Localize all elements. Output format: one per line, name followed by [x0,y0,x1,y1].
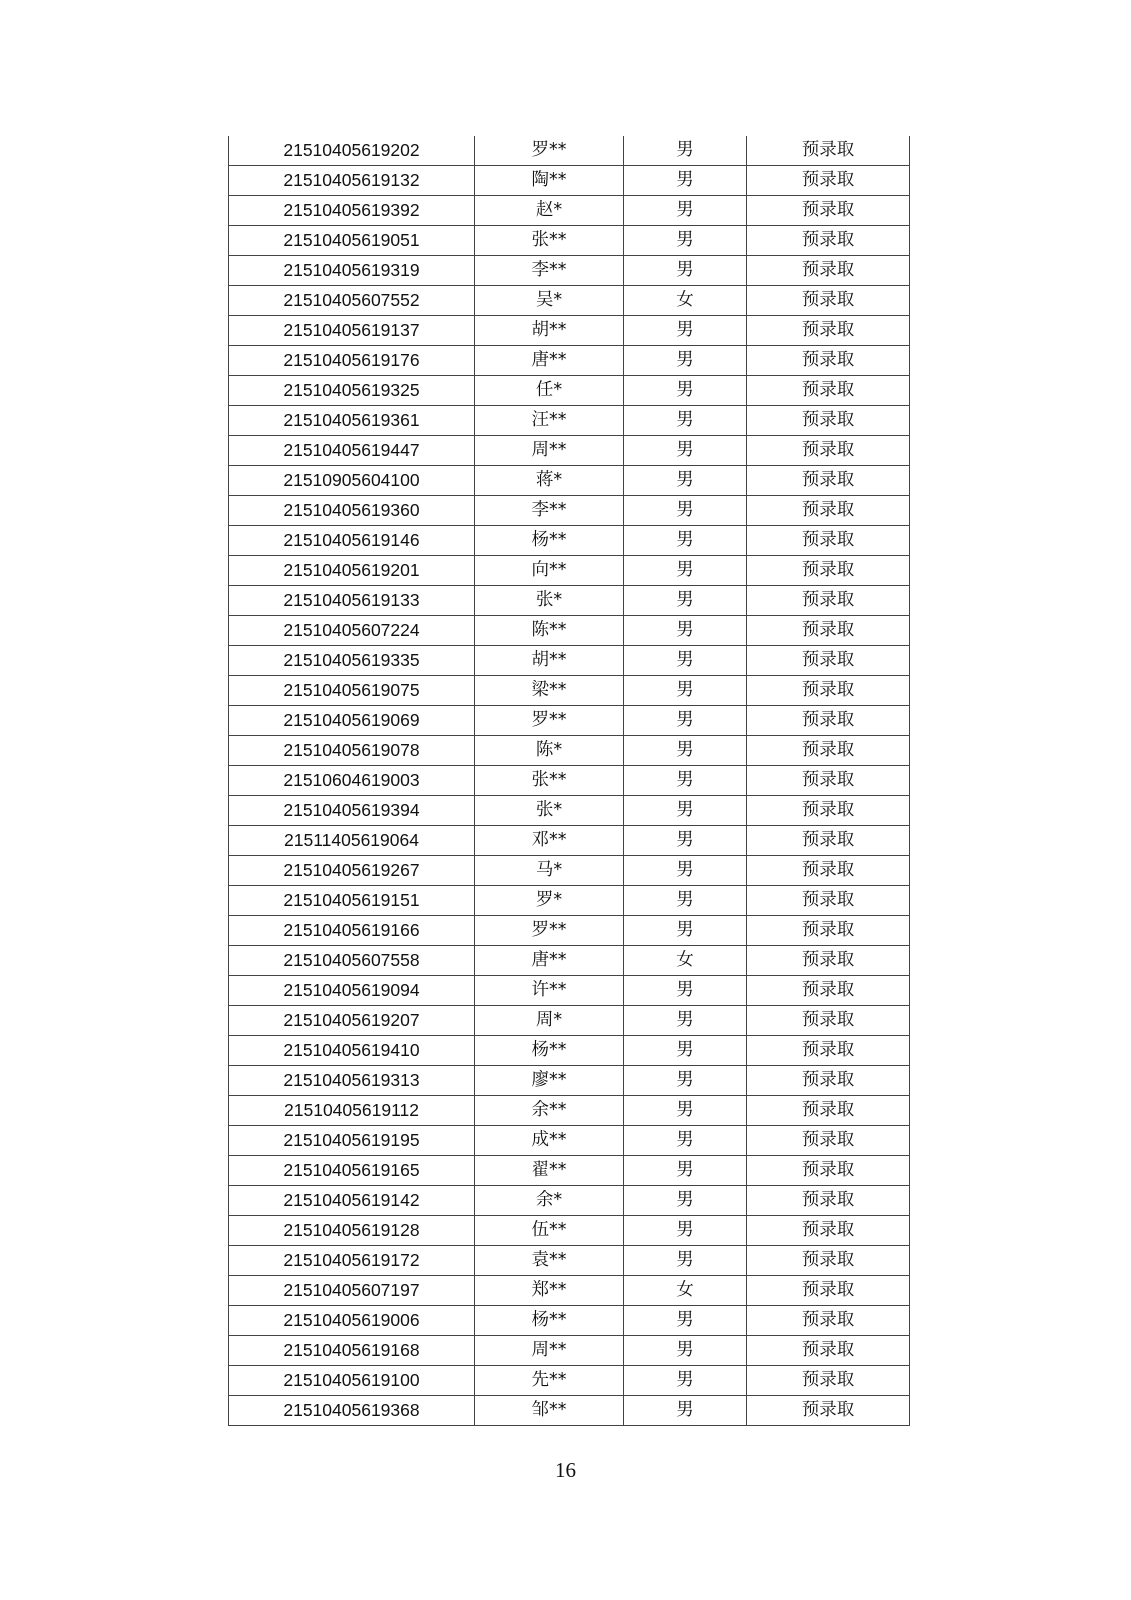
name-cell: 许** [475,976,624,1006]
table-row [229,1336,910,1366]
exam-number-cell: 21510405619202 [229,136,475,166]
exam-number-cell: 21510405619267 [229,856,475,886]
gender-cell: 男 [624,856,747,886]
table-row [229,526,910,556]
status-cell: 预录取 [747,1096,910,1126]
exam-number-cell: 21510405619094 [229,976,475,1006]
exam-number-cell: 21510405619137 [229,316,475,346]
status-cell: 预录取 [747,646,910,676]
name-cell: 胡** [475,646,624,676]
exam-number-cell: 21510405619176 [229,346,475,376]
table-row [229,466,910,496]
gender-cell: 男 [624,526,747,556]
status-cell: 预录取 [747,1156,910,1186]
table-row [229,736,910,766]
name-cell: 陶** [475,166,624,196]
name-cell: 蒋* [475,466,624,496]
gender-cell: 男 [624,556,747,586]
status-cell: 预录取 [747,136,910,166]
name-cell: 杨** [475,1036,624,1066]
table-row [229,346,910,376]
table-row [229,256,910,286]
gender-cell: 男 [624,316,747,346]
gender-cell: 男 [624,406,747,436]
status-cell: 预录取 [747,466,910,496]
status-cell: 预录取 [747,166,910,196]
name-cell: 邓** [475,826,624,856]
name-cell: 陈* [475,736,624,766]
name-cell: 罗* [475,886,624,916]
exam-number-cell: 21510405619447 [229,436,475,466]
name-cell: 邹** [475,1396,624,1426]
status-cell: 预录取 [747,1366,910,1396]
status-cell: 预录取 [747,1246,910,1276]
table-row [229,406,910,436]
gender-cell: 男 [624,1336,747,1366]
exam-number-cell: 21510405607552 [229,286,475,316]
status-cell: 预录取 [747,916,910,946]
name-cell: 陈** [475,616,624,646]
status-cell: 预录取 [747,1396,910,1426]
gender-cell: 男 [624,706,747,736]
gender-cell: 男 [624,466,747,496]
table-row [229,616,910,646]
table-row [229,556,910,586]
table-row [229,1396,910,1426]
status-cell: 预录取 [747,346,910,376]
status-cell: 预录取 [747,706,910,736]
name-cell: 周** [475,436,624,466]
status-cell: 预录取 [747,586,910,616]
name-cell: 伍** [475,1216,624,1246]
exam-number-cell: 21510405619410 [229,1036,475,1066]
gender-cell: 男 [624,256,747,286]
status-cell: 预录取 [747,556,910,586]
status-cell: 预录取 [747,946,910,976]
exam-number-cell: 21510405619146 [229,526,475,556]
gender-cell: 男 [624,766,747,796]
name-cell: 周* [475,1006,624,1036]
gender-cell: 女 [624,1276,747,1306]
status-cell: 预录取 [747,766,910,796]
table-row [229,136,910,166]
name-cell: 胡** [475,316,624,346]
table-row [229,796,910,826]
table-row [229,886,910,916]
gender-cell: 男 [624,1366,747,1396]
status-cell: 预录取 [747,496,910,526]
name-cell: 余** [475,1096,624,1126]
exam-number-cell: 21511405619064 [229,826,475,856]
exam-number-cell: 21510405619112 [229,1096,475,1126]
exam-number-cell: 21510405619151 [229,886,475,916]
table-row [229,586,910,616]
gender-cell: 男 [624,1156,747,1186]
table-row [229,1036,910,1066]
gender-cell: 男 [624,136,747,166]
exam-number-cell: 21510405619360 [229,496,475,526]
status-cell: 预录取 [747,406,910,436]
name-cell: 张* [475,586,624,616]
status-cell: 预录取 [747,1126,910,1156]
exam-number-cell: 21510405619006 [229,1306,475,1336]
status-cell: 预录取 [747,616,910,646]
table-row [229,166,910,196]
name-cell: 马* [475,856,624,886]
table-row [229,706,910,736]
name-cell: 杨** [475,526,624,556]
name-cell: 翟** [475,1156,624,1186]
name-cell: 周** [475,1336,624,1366]
table-row [229,1066,910,1096]
status-cell: 预录取 [747,1336,910,1366]
status-cell: 预录取 [747,856,910,886]
table-row [229,1156,910,1186]
gender-cell: 男 [624,196,747,226]
table-row [229,1366,910,1396]
name-cell: 张* [475,796,624,826]
gender-cell: 女 [624,286,747,316]
exam-number-cell: 21510405619394 [229,796,475,826]
gender-cell: 男 [624,346,747,376]
status-cell: 预录取 [747,316,910,346]
table-row [229,916,910,946]
name-cell: 张** [475,766,624,796]
name-cell: 余* [475,1186,624,1216]
exam-number-cell: 21510405619335 [229,646,475,676]
exam-number-cell: 21510405619132 [229,166,475,196]
exam-number-cell: 21510405619207 [229,1006,475,1036]
name-cell: 袁** [475,1246,624,1276]
status-cell: 预录取 [747,436,910,466]
table-row [229,496,910,526]
page-number: 16 [555,1458,576,1482]
gender-cell: 男 [624,1036,747,1066]
name-cell: 向** [475,556,624,586]
status-cell: 预录取 [747,286,910,316]
status-cell: 预录取 [747,796,910,826]
exam-number-cell: 21510405607197 [229,1276,475,1306]
exam-number-cell: 21510405619069 [229,706,475,736]
status-cell: 预录取 [747,1186,910,1216]
gender-cell: 女 [624,946,747,976]
table-row [229,976,910,1006]
gender-cell: 男 [624,646,747,676]
name-cell: 罗** [475,916,624,946]
status-cell: 预录取 [747,226,910,256]
exam-number-cell: 21510405619313 [229,1066,475,1096]
status-cell: 预录取 [747,526,910,556]
gender-cell: 男 [624,226,747,256]
table-row [229,1126,910,1156]
exam-number-cell: 21510405619078 [229,736,475,766]
gender-cell: 男 [624,616,747,646]
table-row [229,646,910,676]
gender-cell: 男 [624,916,747,946]
table-row [229,1246,910,1276]
gender-cell: 男 [624,976,747,1006]
gender-cell: 男 [624,1246,747,1276]
table-row [229,1216,910,1246]
gender-cell: 男 [624,166,747,196]
exam-number-cell: 21510405619319 [229,256,475,286]
exam-number-cell: 21510405619165 [229,1156,475,1186]
exam-number-cell: 21510405619100 [229,1366,475,1396]
table-row [229,676,910,706]
table-row [229,1186,910,1216]
status-cell: 预录取 [747,376,910,406]
exam-number-cell: 21510405619168 [229,1336,475,1366]
table-row [229,856,910,886]
exam-number-cell: 21510405619128 [229,1216,475,1246]
table-row [229,376,910,406]
status-cell: 预录取 [747,1066,910,1096]
name-cell: 唐** [475,946,624,976]
name-cell: 廖** [475,1066,624,1096]
gender-cell: 男 [624,1066,747,1096]
name-cell: 先** [475,1366,624,1396]
gender-cell: 男 [624,496,747,526]
gender-cell: 男 [624,886,747,916]
exam-number-cell: 21510604619003 [229,766,475,796]
name-cell: 吴* [475,286,624,316]
table-row [229,946,910,976]
gender-cell: 男 [624,676,747,706]
name-cell: 任* [475,376,624,406]
exam-number-cell: 21510405619075 [229,676,475,706]
status-cell: 预录取 [747,736,910,766]
table-row [229,826,910,856]
gender-cell: 男 [624,436,747,466]
status-cell: 预录取 [747,196,910,226]
table-row [229,1006,910,1036]
gender-cell: 男 [624,826,747,856]
name-cell: 唐** [475,346,624,376]
table-row [229,1096,910,1126]
gender-cell: 男 [624,796,747,826]
exam-number-cell: 21510405619142 [229,1186,475,1216]
exam-number-cell: 21510405619172 [229,1246,475,1276]
name-cell: 张** [475,226,624,256]
status-cell: 预录取 [747,256,910,286]
status-cell: 预录取 [747,1006,910,1036]
gender-cell: 男 [624,1306,747,1336]
status-cell: 预录取 [747,1036,910,1066]
gender-cell: 男 [624,1396,747,1426]
gender-cell: 男 [624,1216,747,1246]
status-cell: 预录取 [747,886,910,916]
name-cell: 罗** [475,136,624,166]
exam-number-cell: 21510405619392 [229,196,475,226]
admission-table-body [229,136,910,1426]
status-cell: 预录取 [747,1216,910,1246]
status-cell: 预录取 [747,976,910,1006]
table-row [229,1276,910,1306]
name-cell: 李** [475,256,624,286]
status-cell: 预录取 [747,676,910,706]
table-row [229,316,910,346]
table-row [229,286,910,316]
exam-number-cell: 21510405619361 [229,406,475,436]
name-cell: 罗** [475,706,624,736]
exam-number-cell: 21510405619051 [229,226,475,256]
name-cell: 李** [475,496,624,526]
name-cell: 汪** [475,406,624,436]
exam-number-cell: 21510405607558 [229,946,475,976]
exam-number-cell: 21510405619195 [229,1126,475,1156]
exam-number-cell: 21510405619201 [229,556,475,586]
exam-number-cell: 21510405619133 [229,586,475,616]
exam-number-cell: 21510905604100 [229,466,475,496]
exam-number-cell: 21510405619368 [229,1396,475,1426]
name-cell: 杨** [475,1306,624,1336]
gender-cell: 男 [624,1126,747,1156]
table-row [229,766,910,796]
table-row [229,196,910,226]
status-cell: 预录取 [747,826,910,856]
gender-cell: 男 [624,1186,747,1216]
table-row [229,436,910,466]
status-cell: 预录取 [747,1276,910,1306]
table-row [229,1306,910,1336]
admission-table [228,136,910,1426]
gender-cell: 男 [624,586,747,616]
gender-cell: 男 [624,376,747,406]
status-cell: 预录取 [747,1306,910,1336]
gender-cell: 男 [624,1096,747,1126]
name-cell: 梁** [475,676,624,706]
gender-cell: 男 [624,736,747,766]
table-row [229,226,910,256]
exam-number-cell: 21510405607224 [229,616,475,646]
name-cell: 成** [475,1126,624,1156]
exam-number-cell: 21510405619325 [229,376,475,406]
name-cell: 赵* [475,196,624,226]
exam-number-cell: 21510405619166 [229,916,475,946]
gender-cell: 男 [624,1006,747,1036]
name-cell: 郑** [475,1276,624,1306]
